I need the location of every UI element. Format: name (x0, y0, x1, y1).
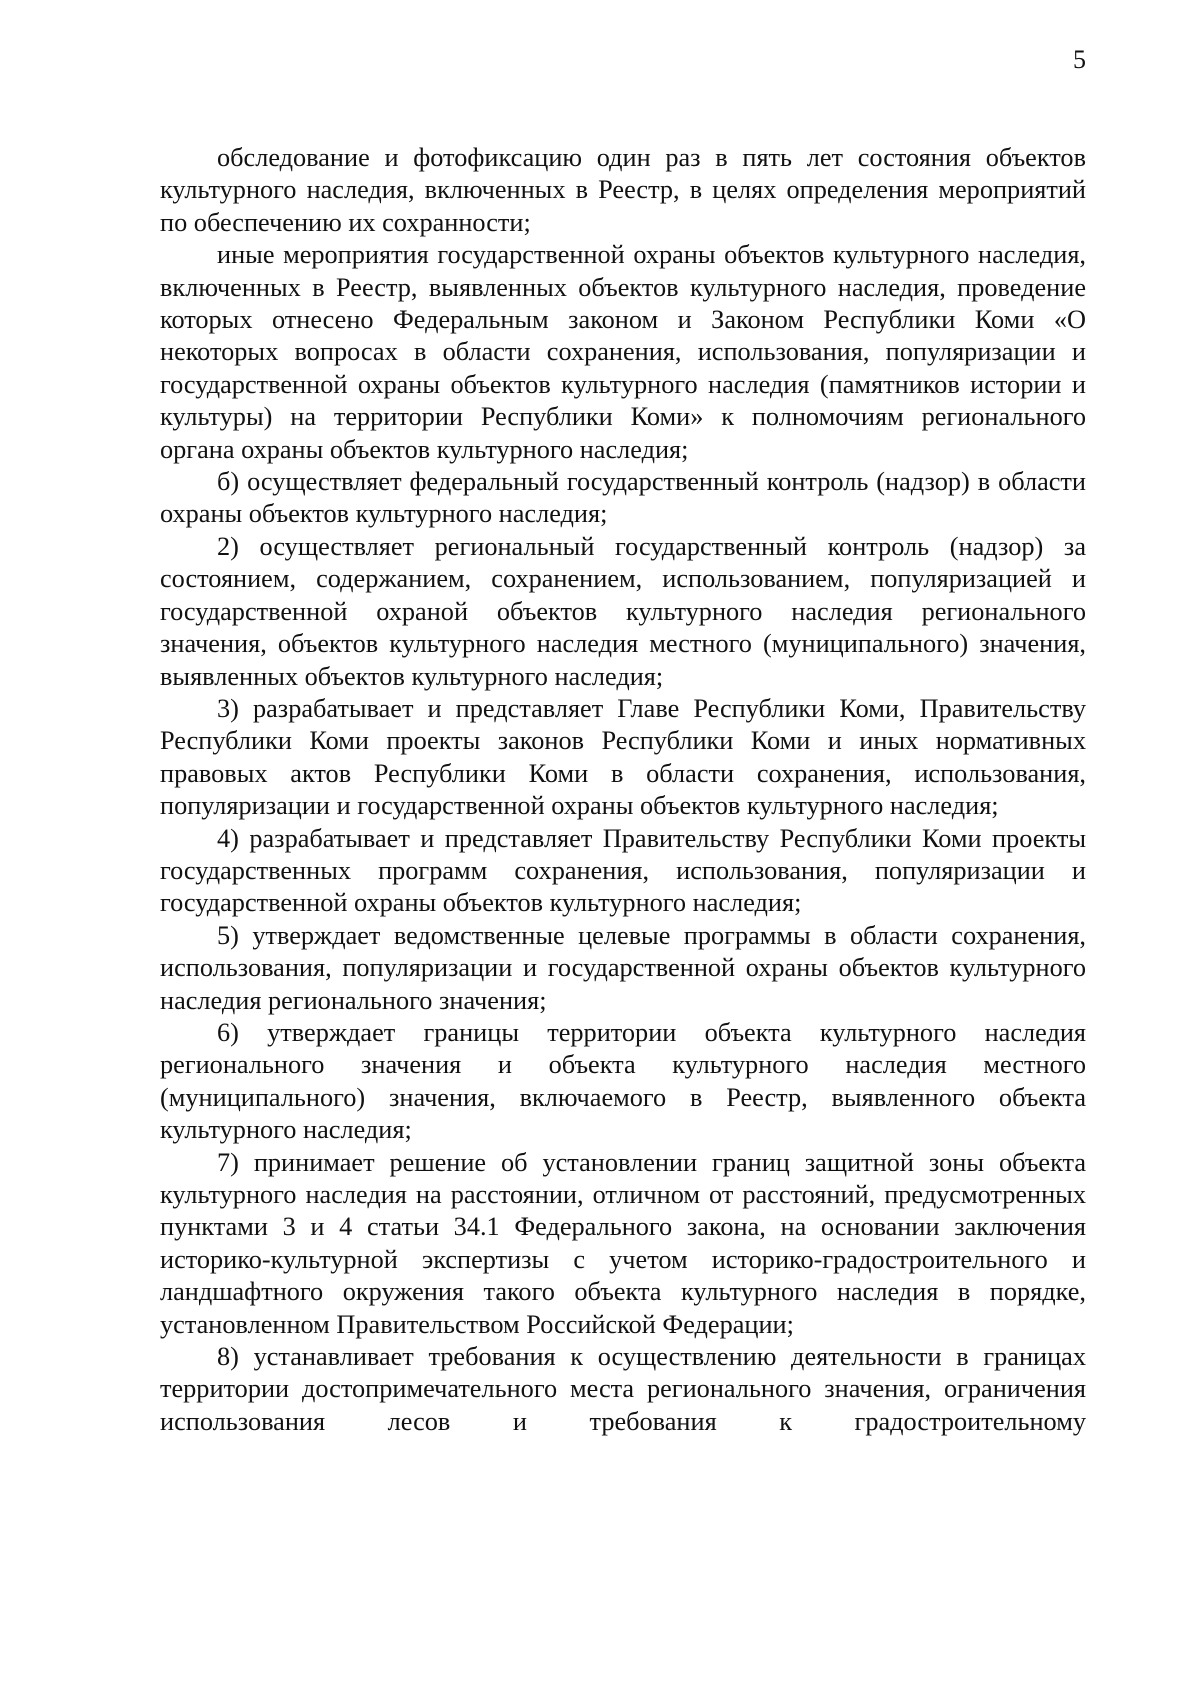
paragraph-federal-control: б) осуществляет федеральный государственный контроль (надзор) в области охраны объектов культурного наследия; (160, 467, 1086, 529)
paragraph-draft-laws: 3) разрабатывает и представляет Главе Республики Коми, Правительству Республики Коми проекты законов Республики Коми и иных нормативных правовых актов Республики Коми в области сохранения, использования, популяризации и государственной охраны объектов культурного наследия; (160, 693, 1086, 821)
paragraph-other-protection-measures: иные мероприятия государственной охраны объектов культурного наследия, включенных в Реестр, выявленных объектов культурного наследия, проведение которых отнесено Федеральным законом и Законом Республики Коми «О некоторых вопросах в области сохранения, использования, популяризации и государственной охраны объектов культурного наследия (памятников истории и культуры) на территории Республики Коми» к полномочиям регионального органа охраны объектов культурного наследия; (160, 240, 1086, 464)
paragraph-state-programs: 4) разрабатывает и представляет Правительству Республики Коми проекты государственных программ сохранения, использования, популяризации и государственной охраны объектов культурного наследия; (160, 823, 1086, 918)
paragraph-inspection: обследование и фотофиксацию один раз в пять лет состояния объектов культурного наследия, включенных в Реестр, в целях определения мероприятий по обеспечению их сохранности; (160, 143, 1086, 237)
paragraph-departmental-programs: 5) утверждает ведомственные целевые программы в области сохранения, использования, популяризации и государственной охраны объектов культурного наследия регионального значения; (160, 920, 1086, 1015)
paragraph-protective-zone: 7) принимает решение об установлении границ защитной зоны объекта культурного наследия на расстоянии, отличном от расстояний, предусмотренных пунктами 3 и 4 статьи 34.1 Федерального закона, на основании заключения историко-культурной экспертизы с учетом историко-градостроительного и ландшафтного окружения такого объекта культурного наследия в порядке, установленном Правительством Российской Федерации; (160, 1147, 1086, 1339)
paragraph-landmark-requirements: 8) устанавливает требования к осуществлению деятельности в границах территории достопримечательного места регионального значения, ограничения использования лесов и требования к градостроительному (160, 1342, 1086, 1436)
document-body (160, 142, 1086, 1438)
paragraph-territory-boundaries: 6) утверждает границы территории объекта культурного наследия регионального значения и объекта культурного наследия местного (муниципального) значения, включаемого в Реестр, выявленного объекта культурного наследия; (160, 1017, 1086, 1145)
paragraph-regional-control: 2) осуществляет региональный государственный контроль (надзор) за состоянием, содержанием, сохранением, использованием, популяризацией и государственной охраной объектов культурного наследия регионального значения, объектов культурного наследия местного (муниципального) значения, выявленных объектов культурного наследия; (160, 531, 1086, 691)
page-number: 5 (1073, 45, 1086, 74)
